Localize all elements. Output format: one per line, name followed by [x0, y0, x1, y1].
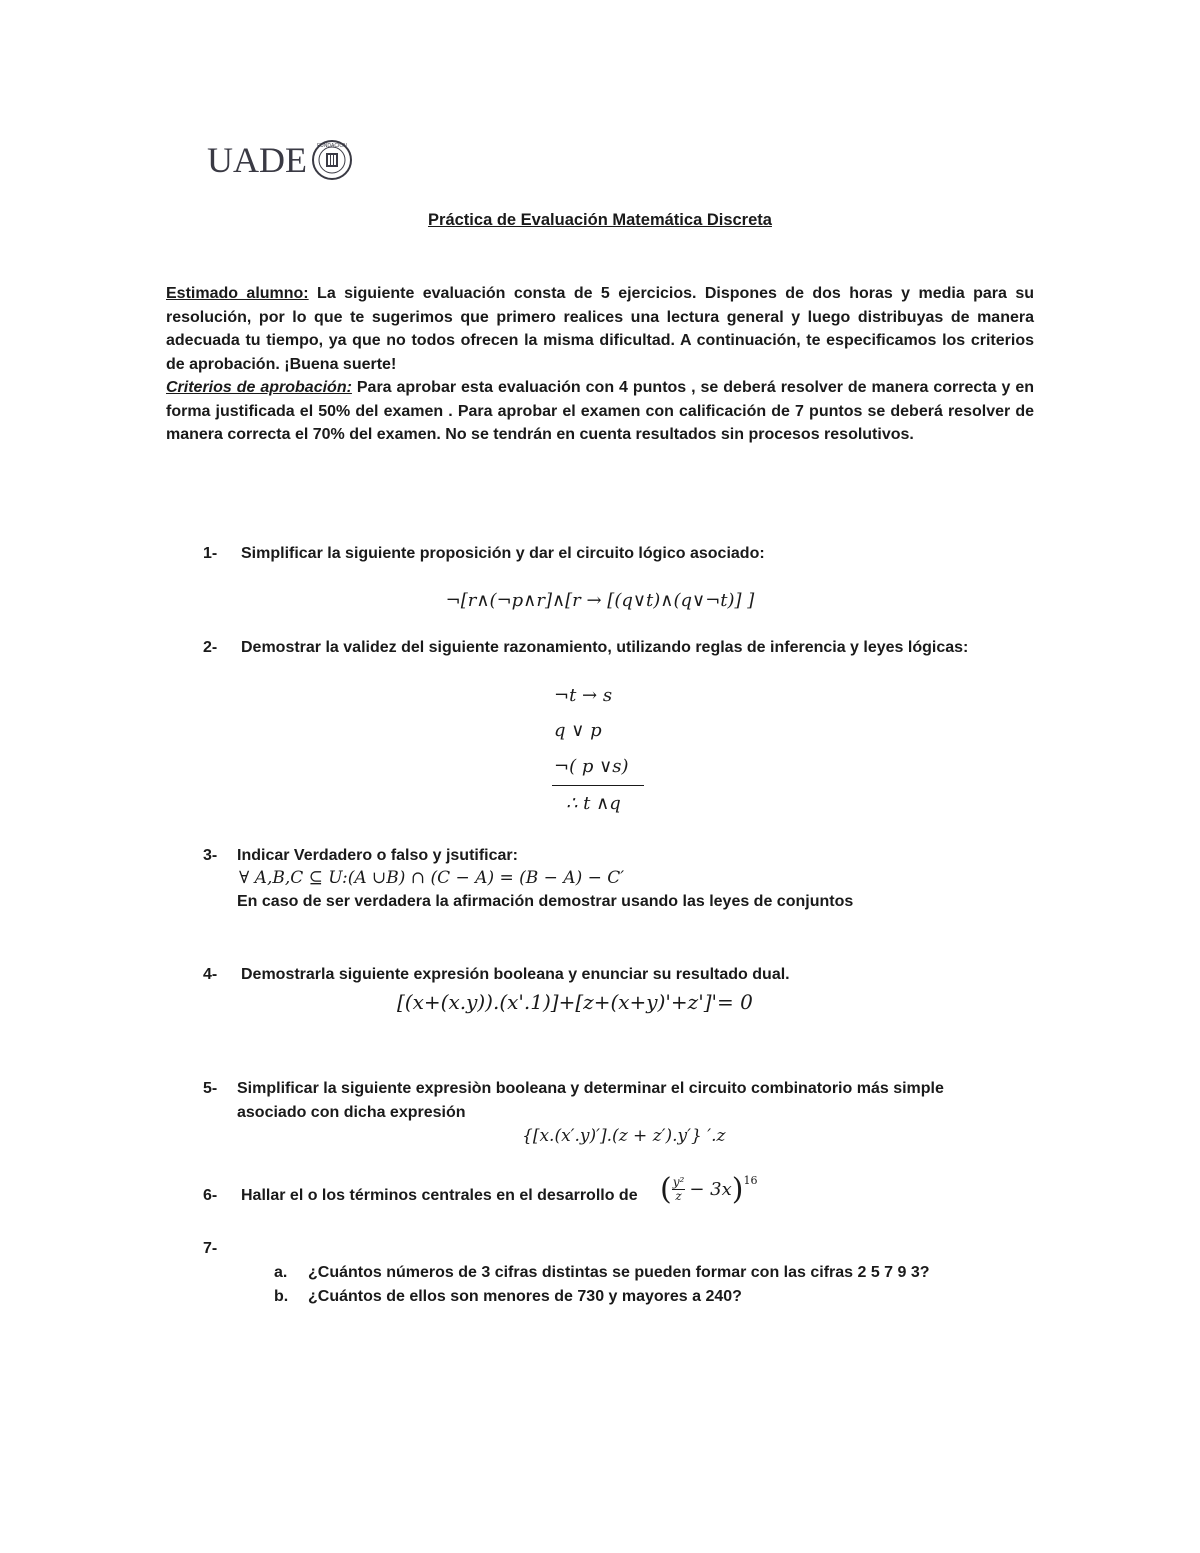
exercise-2-premise-2: q ∨ p	[554, 720, 602, 741]
fraction-rest: − 3x	[689, 1179, 732, 1200]
intro-paragraph	[166, 282, 1034, 447]
exercise-5-number: 5-	[203, 1080, 218, 1097]
exercise-1-number: 1-	[203, 545, 218, 562]
exercise-5-formula: {[x.(x′.y)′].(z + z′).y′} ′.z	[522, 1126, 726, 1146]
close-paren: )	[731, 1172, 744, 1207]
uade-logo	[207, 140, 353, 180]
exercise-7b-label: b.	[274, 1288, 289, 1305]
exercise-3-text: Indicar Verdadero o falso y jsutificar:	[237, 847, 518, 864]
exercise-4-formula: [(x+(x.y)).(x'.1)]+[z+(x+y)'+z']'= 0	[397, 990, 753, 1014]
exercise-4-text: Demostrarla siguiente expresión booleana y enunciar su resultado dual.	[241, 966, 790, 983]
exercise-2-premise-3: ¬( p ∨s)	[554, 756, 629, 777]
exponent: 16	[743, 1174, 758, 1187]
open-paren: (	[660, 1172, 672, 1207]
fraction	[672, 1176, 686, 1203]
exercise-1-text: Simplificar la siguiente proposición y dar el circuito lógico asociado:	[241, 545, 765, 562]
logo-text: UADE	[207, 140, 307, 180]
exercise-6-formula	[660, 1172, 757, 1207]
exercise-6-text: Hallar el o los términos centrales en el desarrollo de	[241, 1187, 638, 1204]
intro-lead: Estimado alumno:	[166, 285, 309, 302]
criteria-lead: Criterios de aprobación:	[166, 379, 352, 396]
exercise-7-number: 7-	[203, 1240, 218, 1257]
exercise-2-conclusion: ∴ t ∧q	[566, 793, 621, 814]
exercise-2-text: Demostrar la validez del siguiente razonamiento, utilizando reglas de inferencia y leyes lógicas:	[241, 639, 969, 656]
inference-line	[552, 785, 644, 786]
exercise-6-number: 6-	[203, 1187, 218, 1204]
exercise-7b-text: ¿Cuántos de ellos son menores de 730 y mayores a 240?	[308, 1288, 742, 1305]
exercise-3-number: 3-	[203, 847, 218, 864]
exercise-2-premise-1: ¬t → s	[554, 685, 613, 706]
criteria-body: Para aprobar esta evaluación con 4 puntos , se deberá resolver de manera correcta y en forma justificada el 50% del examen . Para aprobar el examen con calificación de 7 puntos se deberá resolver de manera correcta el 70% del examen. No se tendrán en cuenta resultados sin procesos resolutivos.	[166, 379, 1034, 443]
exercise-3-formula: ∀ A,B,C ⊆ U:(A ∪B) ∩ (C − A) = (B − A) − C′	[239, 868, 625, 888]
page-title: Práctica de Evaluación Matemática Discreta	[428, 211, 772, 229]
fraction-numerator: y²	[672, 1175, 685, 1189]
exercise-2-number: 2-	[203, 639, 218, 656]
exercise-7a-text: ¿Cuántos números de 3 cifras distintas se pueden formar con las cifras 2 5 7 9 3?	[308, 1264, 930, 1281]
intro-body: La siguiente evaluación consta de 5 ejercicios. Dispones de dos horas y media para su resolución, por lo que te sugerimos que primero realices una lectura general y luego distribuyas de manera adecuada tu tiempo, ya que no todos ofrecen la misma dificultad. A continuación, te especificamos los criterios de aprobación. ¡Buena suerte!	[166, 285, 1034, 373]
exercise-1-formula: ¬[r∧(¬p∧r]∧[r → [(q∨t)∧(q∨¬t)] ]	[445, 590, 755, 611]
exercise-3-note: En caso de ser verdadera la afirmación demostrar usando las leyes de conjuntos	[237, 893, 854, 910]
seal-icon	[311, 139, 353, 181]
seal-text: FUNDACION	[317, 143, 347, 149]
exercise-5-text: Simplificar la siguiente expresiòn booleana y determinar el circuito combinatorio más simple	[237, 1080, 944, 1097]
exercise-4-number: 4-	[203, 966, 218, 983]
fraction-denominator: z	[675, 1189, 682, 1203]
exercise-7a-label: a.	[274, 1264, 288, 1281]
exercise-5-text-2: asociado con dicha expresión	[237, 1104, 466, 1121]
